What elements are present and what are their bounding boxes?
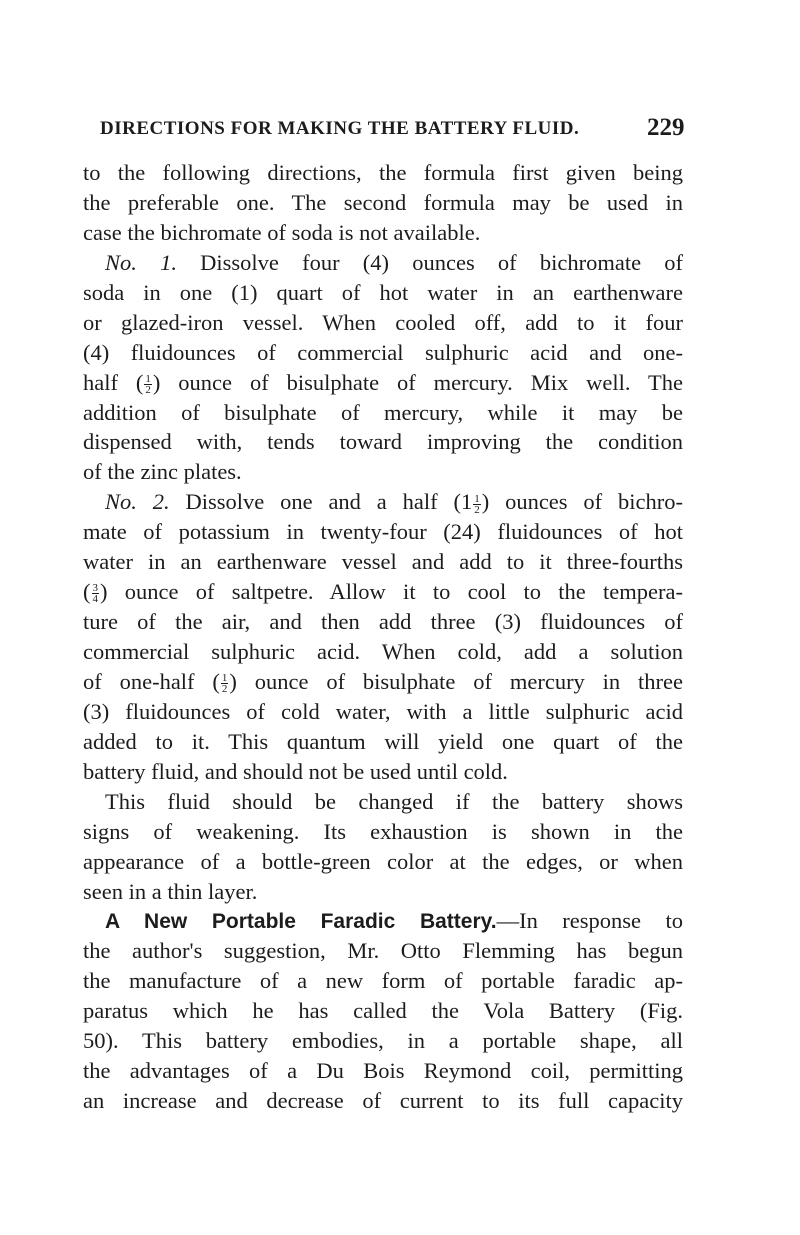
text-run: ) ounce of saltpetre. Allow it to cool to the tempera- — [100, 579, 683, 605]
fraction-denominator: 4 — [92, 593, 98, 606]
fraction-one-half — [473, 494, 481, 515]
text-line: the author's suggestion, Mr. Otto Flemming has begun — [83, 938, 683, 964]
formula-label-2: No. 2. — [105, 489, 170, 515]
fraction-numerator: 3 — [92, 582, 98, 595]
running-head-title: DIRECTIONS FOR MAKING THE BATTERY FLUID. — [100, 118, 580, 139]
text-line: of the zinc plates. — [83, 459, 242, 485]
page-number: 229 — [647, 114, 685, 141]
text-line: battery fluid, and should not be used until cold. — [83, 758, 508, 784]
text-line: ture of the air, and then add three (3) fluidounces of — [83, 609, 683, 635]
text-line: case the bichromate of soda is not available. — [83, 219, 481, 245]
text-run: Dissolve four (4) ounces of bichromate of — [176, 249, 683, 275]
text-run: ) ounces of bichro- — [481, 489, 683, 515]
fraction-denominator: 2 — [474, 503, 480, 516]
fraction-denominator: 2 — [145, 383, 151, 396]
text-run: half ( — [83, 369, 144, 395]
text-run: ) ounce of bisulphate of mercury in three — [229, 668, 683, 694]
text-line: the manufacture of a new form of portable faradic ap- — [83, 968, 683, 994]
text-line: water in an earthenware vessel and add to it three-fourths — [83, 549, 683, 575]
fraction-one-half — [221, 673, 229, 694]
text-line: soda in one (1) quart of hot water in an earthenware — [83, 279, 683, 305]
text-line: dispensed with, tends toward improving the condition — [83, 429, 683, 455]
text-run: ( — [83, 579, 91, 605]
text-line: This fluid should be changed if the battery shows — [105, 788, 683, 814]
text-run: —In response to — [496, 908, 683, 934]
text-line — [83, 487, 683, 517]
text-line: appearance of a bottle-green color at the edges, or when — [83, 848, 683, 874]
text-line — [83, 906, 683, 936]
text-line: an increase and decrease of current to its full capacity — [83, 1088, 683, 1114]
text-line: 50). This battery embodies, in a portable shape, all — [83, 1028, 683, 1054]
fraction-numerator: 1 — [145, 372, 151, 385]
text-run: Dissolve one and a half (1 — [169, 489, 473, 515]
text-run: of one-half ( — [83, 668, 220, 694]
text-line — [83, 577, 683, 607]
text-line — [83, 248, 683, 278]
text-line: addition of bisulphate of mercury, while it may be — [83, 399, 683, 425]
text-line: added to it. This quantum will yield one quart of the — [83, 728, 683, 754]
text-line: seen in a thin layer. — [83, 878, 258, 904]
text-run: ) ounce of bisulphate of mercury. Mix well. The — [152, 369, 683, 395]
fraction-denominator: 2 — [221, 683, 228, 696]
fraction-three-quarters — [92, 583, 100, 604]
text-line: or glazed-iron vessel. When cooled off, add to it four — [83, 309, 683, 335]
text-line: signs of weakening. Its exhaustion is shown in the — [83, 818, 683, 844]
fraction-numerator: 1 — [221, 672, 228, 685]
text-line: the preferable one. The second formula may be used in — [83, 189, 683, 215]
formula-label-1: No. 1. — [105, 249, 177, 275]
text-line: paratus which he has called the Vola Battery (Fig. — [83, 998, 683, 1024]
text-line: the advantages of a Du Bois Reymond coil, permitting — [83, 1058, 683, 1084]
text-line: commercial sulphuric acid. When cold, add a solution — [83, 639, 683, 664]
fraction-one-half — [144, 374, 152, 395]
text-line — [83, 368, 683, 398]
fraction-numerator: 1 — [474, 492, 480, 505]
text-line — [83, 667, 683, 697]
text-line: mate of potassium in twenty-four (24) fluidounces of hot — [83, 519, 683, 545]
body-text — [83, 158, 683, 1116]
text-line: (4) fluidounces of commercial sulphuric acid and one- — [83, 339, 683, 365]
text-line: to the following directions, the formula first given being — [83, 160, 683, 185]
running-head — [0, 114, 800, 144]
text-line: (3) fluidounces of cold water, with a little sulphuric acid — [83, 698, 683, 724]
section-heading: A New Portable Faradic Battery. — [105, 910, 497, 934]
